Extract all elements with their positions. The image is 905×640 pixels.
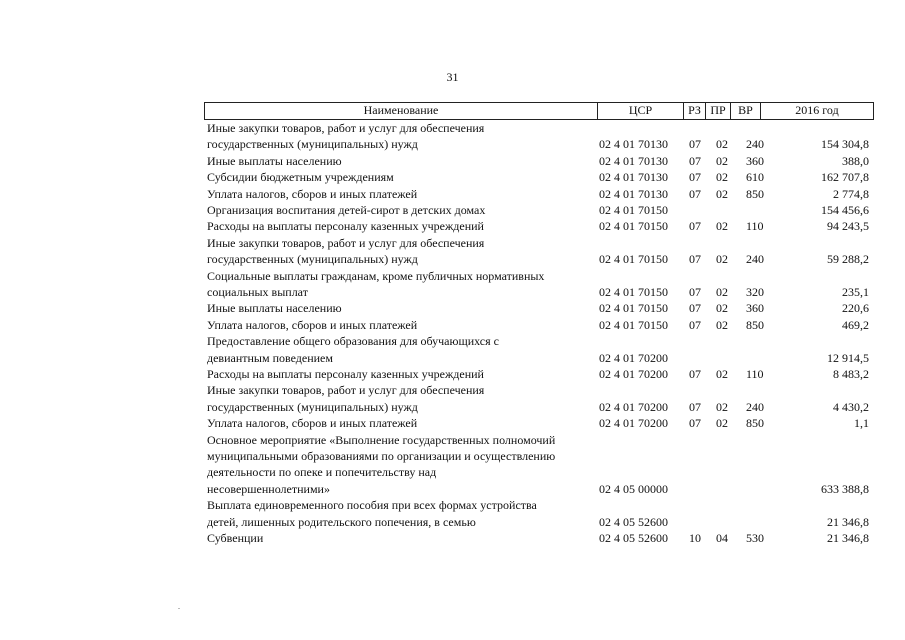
row-vr: 850 <box>746 186 764 201</box>
table-row <box>0 301 905 317</box>
row-csr: 02 4 01 70150 <box>599 301 668 316</box>
row-vr: 320 <box>746 285 764 299</box>
row-csr: 02 4 01 70200 <box>599 350 668 365</box>
row-vr: 360 <box>746 301 764 316</box>
row-pr: 02 <box>716 317 728 332</box>
row-csr: 02 4 01 70200 <box>599 367 668 381</box>
row-text: Иные выплаты населению <box>207 301 342 316</box>
header-name: Наименование <box>363 103 439 117</box>
row-csr: 02 4 01 70130 <box>599 186 668 201</box>
row-vr: 850 <box>746 416 764 431</box>
table-row <box>0 334 905 350</box>
row-pr: 02 <box>716 399 728 414</box>
row-text: детей, лишенных родительского попечения, в семью <box>207 514 476 529</box>
row-amount: 12 914,5 <box>827 350 869 365</box>
row-text: Иные закупки товаров, работ и услуг для обеспечения <box>207 235 485 250</box>
table-row <box>0 252 905 268</box>
table-row <box>0 285 905 301</box>
row-pr: 02 <box>716 416 728 431</box>
row-text: Уплата налогов, сборов и иных платежей <box>207 186 418 201</box>
row-csr: 02 4 01 70150 <box>599 317 668 332</box>
row-pr: 02 <box>716 153 728 168</box>
row-pr: 04 <box>716 531 728 545</box>
table-row <box>0 400 905 416</box>
table-row <box>0 515 905 531</box>
table-row <box>0 465 905 481</box>
row-text: Расходы на выплаты персоналу казенных учреждений <box>207 219 484 234</box>
table-row <box>0 203 905 219</box>
row-pr: 02 <box>716 252 728 267</box>
table-row <box>0 170 905 186</box>
row-text: государственных (муниципальных) нужд <box>207 399 418 414</box>
row-rz: 07 <box>689 399 701 414</box>
row-text: деятельности по опеке и попечительству над <box>207 465 437 480</box>
table-row <box>0 236 905 252</box>
row-text: Основное мероприятие «Выполнение государственных полномочий <box>207 432 556 447</box>
table-row <box>0 351 905 367</box>
row-text: Иные закупки товаров, работ и услуг для обеспечения <box>207 121 485 135</box>
row-pr: 02 <box>716 170 728 185</box>
row-pr: 02 <box>716 137 728 152</box>
row-csr: 02 4 01 70130 <box>599 170 668 185</box>
table-row <box>0 219 905 235</box>
row-amount: 154 304,8 <box>821 137 869 152</box>
row-text: Иные закупки товаров, работ и услуг для обеспечения <box>207 383 485 398</box>
row-vr: 110 <box>746 219 764 234</box>
header-pr: ПР <box>705 103 730 119</box>
row-amount: 21 346,8 <box>827 514 869 529</box>
row-text: девиантным поведением <box>207 350 333 365</box>
row-text: Субсидии бюджетным учреждениям <box>207 170 394 185</box>
row-amount: 388,0 <box>842 153 869 168</box>
row-text: государственных (муниципальных) нужд <box>207 137 418 152</box>
row-csr: 02 4 01 70130 <box>599 153 668 168</box>
row-csr: 02 4 01 70150 <box>599 219 668 234</box>
row-csr: 02 4 01 70200 <box>599 416 668 431</box>
row-pr: 02 <box>716 301 728 316</box>
row-amount: 94 243,5 <box>827 219 869 234</box>
row-amount: 8 483,2 <box>833 367 869 381</box>
row-csr: 02 4 01 70150 <box>599 285 668 299</box>
row-text: несовершеннолетними» <box>207 481 330 496</box>
row-rz: 07 <box>689 137 701 152</box>
row-pr: 02 <box>716 219 728 234</box>
row-vr: 360 <box>746 153 764 168</box>
row-text: Расходы на выплаты персоналу казенных учреждений <box>207 367 484 381</box>
row-text: Социальные выплаты гражданам, кроме публичных нормативных <box>207 268 545 283</box>
row-text: Субвенции <box>207 531 264 545</box>
row-csr: 02 4 05 52600 <box>599 531 668 545</box>
row-rz: 07 <box>689 219 701 234</box>
row-vr: 850 <box>746 317 764 332</box>
row-text: Предоставление общего образования для обучающихся с <box>207 334 499 349</box>
row-amount: 59 288,2 <box>827 252 869 267</box>
row-rz: 07 <box>689 252 701 267</box>
row-rz: 07 <box>689 186 701 201</box>
row-csr: 02 4 05 52600 <box>599 514 668 529</box>
table-row <box>0 154 905 170</box>
row-text: Организация воспитания детей-сирот в детских домах <box>207 203 486 217</box>
row-vr: 240 <box>746 137 764 152</box>
row-vr: 240 <box>746 252 764 267</box>
table-row <box>0 367 905 383</box>
table-row <box>0 187 905 203</box>
row-rz: 07 <box>689 416 701 431</box>
table-row <box>0 433 905 449</box>
row-text: Выплата единовременного пособия при всех формах устройства <box>207 498 537 513</box>
scan-speck <box>178 608 180 609</box>
table-row <box>0 121 905 137</box>
table-row <box>0 318 905 334</box>
row-rz: 07 <box>689 153 701 168</box>
row-amount: 469,2 <box>842 317 869 332</box>
row-rz: 07 <box>689 367 701 381</box>
table-row <box>0 482 905 498</box>
header-year: 2016 год <box>760 103 873 119</box>
row-amount: 1,1 <box>854 416 869 431</box>
row-csr: 02 4 05 00000 <box>599 481 668 496</box>
table-row <box>0 449 905 465</box>
row-text: Уплата налогов, сборов и иных платежей <box>207 416 418 431</box>
row-pr: 02 <box>716 285 728 299</box>
row-csr: 02 4 01 70150 <box>599 203 668 217</box>
row-amount: 2 774,8 <box>833 186 869 201</box>
table-row <box>0 416 905 432</box>
header-csr: ЦСР <box>597 103 683 119</box>
row-rz: 10 <box>689 531 701 545</box>
row-amount: 633 388,8 <box>821 481 869 496</box>
table-row <box>0 531 905 547</box>
page-number: 31 <box>446 70 459 84</box>
row-amount: 21 346,8 <box>827 531 869 545</box>
row-vr: 530 <box>746 531 764 545</box>
row-vr: 240 <box>746 399 764 414</box>
row-csr: 02 4 01 70200 <box>599 399 668 414</box>
row-csr: 02 4 01 70130 <box>599 137 668 152</box>
row-vr: 610 <box>746 170 764 185</box>
row-amount: 154 456,6 <box>821 203 869 217</box>
row-amount: 235,1 <box>842 285 869 299</box>
row-rz: 07 <box>689 317 701 332</box>
row-vr: 110 <box>746 367 764 381</box>
row-amount: 162 707,8 <box>821 170 869 185</box>
table-row <box>0 137 905 153</box>
row-pr: 02 <box>716 186 728 201</box>
row-text: социальных выплат <box>207 285 308 299</box>
row-csr: 02 4 01 70150 <box>599 252 668 267</box>
row-text: Уплата налогов, сборов и иных платежей <box>207 317 418 332</box>
table-header <box>204 102 874 120</box>
row-text: Иные выплаты населению <box>207 153 342 168</box>
row-text: муниципальными образованиями по организации и осуществлению <box>207 449 556 463</box>
header-vr: ВР <box>730 103 760 119</box>
row-rz: 07 <box>689 170 701 185</box>
header-rz: РЗ <box>683 103 705 119</box>
table-row <box>0 498 905 514</box>
row-pr: 02 <box>716 367 728 381</box>
row-text: государственных (муниципальных) нужд <box>207 252 418 267</box>
table-row <box>0 383 905 399</box>
row-rz: 07 <box>689 301 701 316</box>
table-row <box>0 269 905 285</box>
row-amount: 4 430,2 <box>833 399 869 414</box>
row-amount: 220,6 <box>842 301 869 316</box>
row-rz: 07 <box>689 285 701 299</box>
